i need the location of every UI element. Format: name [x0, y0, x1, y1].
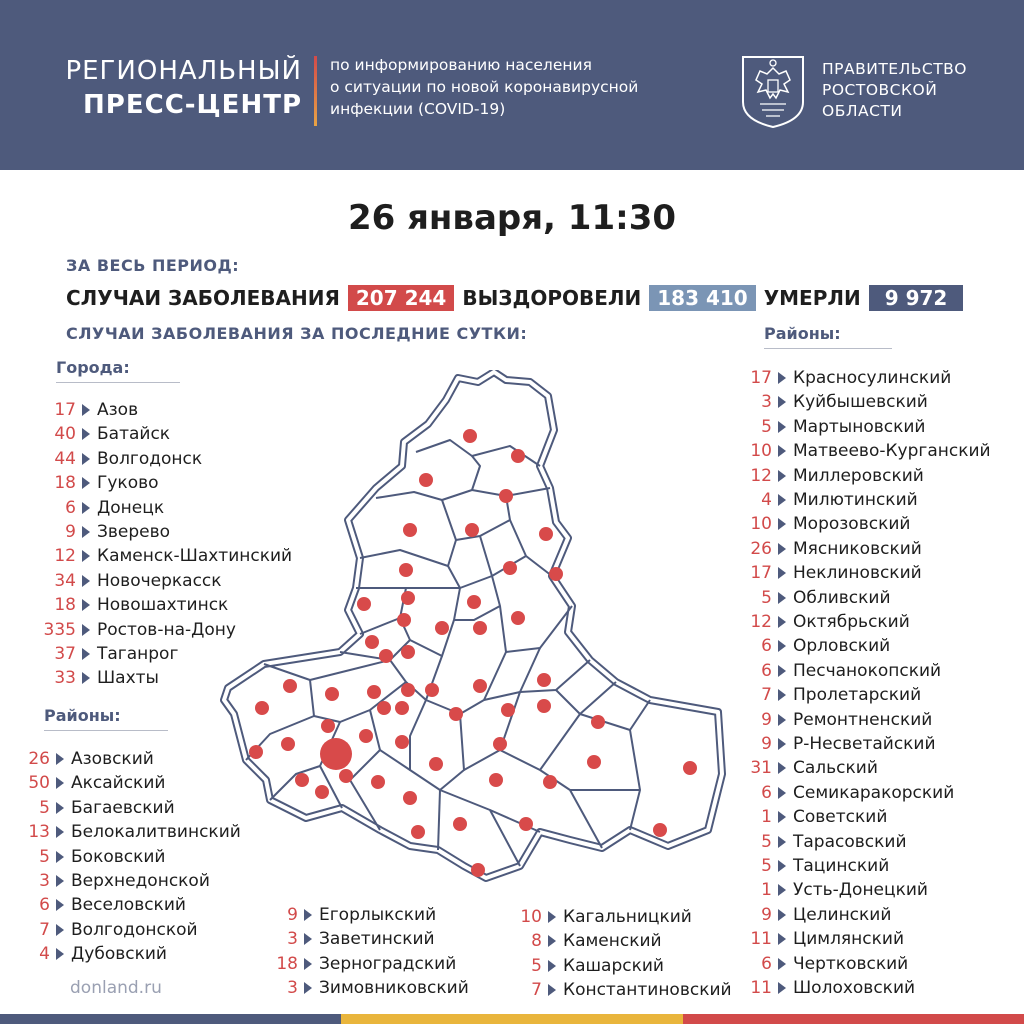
case-count: 34	[54, 570, 76, 591]
arrow-icon	[82, 550, 90, 562]
list-item	[732, 830, 907, 854]
locality-name: Азов	[97, 400, 139, 420]
arrow-icon	[778, 909, 786, 921]
list-item	[732, 781, 954, 805]
list-item	[34, 471, 159, 495]
case-count: 33	[54, 668, 76, 689]
locality-name: Матвеево-Курганский	[793, 441, 991, 462]
arrow-icon	[778, 982, 786, 994]
list-item	[732, 903, 891, 927]
arrow-icon	[548, 911, 556, 923]
locality-name: Егорлыкский	[319, 905, 437, 925]
period-label: ЗА ВЕСЬ ПЕРИОД:	[66, 256, 240, 275]
arrow-icon	[56, 875, 64, 887]
arrow-icon	[778, 494, 786, 506]
region-outline	[224, 372, 722, 878]
list-item	[732, 586, 891, 610]
case-count: 26	[750, 538, 772, 559]
died-label: УМЕРЛИ	[763, 286, 861, 310]
header-subtitle-line2: о ситуации по новой коронавирусной	[330, 78, 639, 96]
list-item	[732, 756, 878, 780]
arrow-icon	[82, 599, 90, 611]
list-item	[732, 683, 921, 707]
arrow-icon	[56, 899, 64, 911]
arrow-icon	[82, 502, 90, 514]
locality-name: Азовский	[71, 749, 154, 769]
case-count: 4	[39, 944, 50, 965]
list-item	[34, 618, 236, 642]
case-count: 18	[54, 595, 76, 616]
case-count: 5	[39, 846, 50, 867]
list-item	[732, 927, 904, 951]
locality-name: Зимовниковский	[319, 978, 469, 999]
arrow-icon	[778, 860, 786, 872]
arrow-icon	[778, 445, 786, 457]
case-count: 44	[54, 448, 76, 469]
arrow-icon	[778, 689, 786, 701]
arrow-icon	[82, 453, 90, 465]
locality-name: Константиновский	[563, 980, 732, 1001]
died-value: 9 972	[869, 285, 964, 311]
list-item	[258, 952, 456, 976]
arrow-icon	[56, 948, 64, 960]
locality-name: Боковский	[71, 846, 166, 867]
list-item	[34, 447, 202, 471]
case-count: 1	[761, 880, 772, 901]
arrow-icon	[778, 811, 786, 823]
arrow-icon	[778, 787, 786, 799]
list-item	[8, 747, 154, 771]
case-count: 40	[54, 424, 76, 445]
totals-bar	[66, 282, 971, 314]
case-count: 9	[287, 905, 298, 925]
case-count: 6	[39, 895, 50, 916]
locality-name: Р-Несветайский	[793, 734, 936, 754]
case-count: 7	[761, 685, 772, 706]
case-count: 17	[750, 563, 772, 584]
locality-name: Чертковский	[793, 953, 909, 974]
list-item	[34, 496, 164, 520]
locality-name: Белокалитвинский	[71, 822, 241, 843]
locality-name: Морозовский	[793, 514, 911, 535]
arrow-icon	[56, 826, 64, 838]
header-subtitle-line3: инфекции (COVID-19)	[330, 100, 506, 118]
arrow-icon	[304, 909, 312, 921]
locality-name: Гуково	[97, 473, 159, 494]
header-subtitle-line1: по информированию населения	[330, 56, 592, 74]
brand-title-line2: ПРЕСС-ЦЕНТР	[83, 90, 302, 120]
arrow-icon	[548, 935, 556, 947]
list-item	[732, 805, 887, 829]
arrow-icon	[778, 567, 786, 579]
brand-divider	[314, 56, 317, 126]
case-count: 5	[761, 831, 772, 852]
locality-name: Целинский	[793, 904, 892, 925]
locality-name: Волгодонск	[97, 448, 203, 469]
case-count: 9	[761, 734, 772, 754]
arrow-icon	[56, 924, 64, 936]
locality-name: Мартыновский	[793, 416, 926, 437]
case-count: 5	[761, 856, 772, 876]
recovered-label: ВЫЗДОРОВЕЛИ	[462, 286, 642, 310]
case-count: 5	[531, 955, 542, 976]
list-item	[8, 869, 210, 893]
arrow-icon	[304, 982, 312, 994]
list-item	[8, 893, 186, 917]
recovered-value: 183 410	[649, 285, 755, 311]
cases-value: 207 244	[348, 285, 454, 311]
case-count: 6	[761, 636, 772, 657]
list-item	[34, 422, 170, 446]
list-item	[732, 659, 941, 683]
cases-label: СЛУЧАИ ЗАБОЛЕВАНИЯ	[66, 286, 340, 310]
locality-name: Веселовский	[71, 895, 186, 916]
list-item	[732, 390, 928, 414]
case-count: 11	[750, 978, 772, 998]
districts-left-title: Районы:	[44, 706, 121, 725]
brand-title-line1: РЕГИОНАЛЬНЫЙ	[65, 56, 302, 86]
case-count: 26	[28, 749, 50, 769]
list-item	[8, 942, 167, 966]
locality-name: Зверево	[97, 522, 171, 542]
locality-name: Милютинский	[793, 490, 918, 510]
locality-name: Верхнедонской	[71, 871, 210, 891]
case-count: 8	[531, 931, 542, 952]
arrow-icon	[82, 672, 90, 684]
case-count: 12	[54, 546, 76, 567]
arrow-icon	[778, 543, 786, 555]
arrow-icon	[56, 851, 64, 863]
districts-left-underline	[44, 730, 168, 731]
arrow-icon	[82, 575, 90, 587]
list-item	[732, 464, 924, 488]
list-item	[732, 976, 915, 1000]
arrow-icon	[778, 396, 786, 408]
case-count: 6	[761, 660, 772, 681]
case-count: 18	[276, 953, 298, 974]
report-date: 26 января, 11:30	[347, 198, 677, 238]
arrow-icon	[778, 640, 786, 652]
arrow-icon	[778, 421, 786, 433]
case-count: 9	[761, 709, 772, 730]
locality-name: Октябрьский	[793, 612, 910, 632]
list-item	[732, 512, 910, 536]
arrow-icon	[56, 753, 64, 765]
arrow-icon	[82, 477, 90, 489]
locality-name: Тарасовский	[793, 831, 907, 852]
list-item	[732, 952, 908, 976]
list-item	[34, 569, 222, 593]
case-count: 11	[750, 929, 772, 950]
case-count: 5	[39, 797, 50, 818]
case-count: 5	[761, 416, 772, 437]
case-count: 12	[750, 465, 772, 486]
list-item	[502, 954, 664, 978]
strip-segment-red	[683, 1014, 1024, 1024]
list-item	[258, 976, 469, 1000]
list-item	[8, 796, 175, 820]
list-item	[732, 732, 936, 756]
locality-name: Ростов-на-Дону	[97, 619, 236, 640]
case-count: 17	[750, 368, 772, 388]
locality-name: Сальский	[793, 758, 878, 779]
locality-name: Заветинский	[319, 929, 435, 950]
header-banner	[0, 0, 1024, 170]
arrow-icon	[778, 616, 786, 628]
arrow-icon	[82, 428, 90, 440]
list-item	[732, 537, 922, 561]
arrow-icon	[778, 884, 786, 896]
case-count: 1	[761, 807, 772, 828]
arrow-icon	[304, 958, 312, 970]
locality-name: Таганрог	[97, 644, 179, 664]
case-count: 7	[39, 919, 50, 940]
locality-name: Советский	[793, 807, 888, 828]
arrow-icon	[548, 960, 556, 972]
locality-name: Неклиновский	[793, 563, 922, 584]
bottom-color-strip	[0, 1014, 1024, 1024]
locality-name: Шахты	[97, 668, 159, 689]
list-item	[34, 666, 159, 690]
locality-name: Каменск-Шахтинский	[97, 546, 293, 567]
case-count: 17	[54, 400, 76, 420]
case-count: 12	[750, 612, 772, 632]
locality-name: Пролетарский	[793, 685, 922, 706]
case-count: 3	[39, 871, 50, 891]
case-count: 13	[28, 822, 50, 843]
arrow-icon	[778, 714, 786, 726]
list-item	[732, 854, 889, 878]
region-map	[210, 370, 740, 910]
case-count: 50	[28, 773, 50, 794]
arrow-icon	[778, 836, 786, 848]
locality-name: Мясниковский	[793, 538, 922, 559]
locality-name: Новочеркасск	[97, 570, 222, 591]
list-item	[34, 642, 178, 666]
locality-name: Новошахтинск	[97, 595, 229, 616]
arrow-icon	[778, 665, 786, 677]
arrow-icon	[778, 470, 786, 482]
districts-right-title: Районы:	[764, 324, 841, 343]
arrow-icon	[82, 404, 90, 416]
case-count: 6	[761, 782, 772, 803]
arrow-icon	[778, 762, 786, 774]
cities-title-underline	[56, 382, 180, 383]
strip-segment-yellow	[341, 1014, 682, 1024]
locality-name: Зерноградский	[319, 953, 457, 974]
arrow-icon	[778, 933, 786, 945]
arrow-icon	[304, 933, 312, 945]
case-count: 10	[520, 907, 542, 927]
arrow-icon	[56, 777, 64, 789]
case-count: 6	[65, 497, 76, 518]
locality-name: Красносулинский	[793, 368, 952, 388]
case-count: 3	[287, 929, 298, 950]
list-item	[8, 820, 241, 844]
case-count: 31	[750, 758, 772, 779]
districts-right-underline	[764, 348, 892, 349]
locality-name: Волгодонской	[71, 919, 198, 940]
locality-name: Цимлянский	[793, 929, 904, 950]
list-item	[34, 593, 228, 617]
list-item	[732, 634, 890, 658]
case-count: 10	[750, 441, 772, 462]
case-count: 5	[761, 587, 772, 608]
locality-name: Ремонтненский	[793, 709, 933, 730]
list-item	[8, 771, 165, 795]
case-count: 9	[65, 522, 76, 542]
arrow-icon	[82, 624, 90, 636]
arrow-icon	[778, 738, 786, 750]
arrow-icon	[778, 592, 786, 604]
locality-name: Каменский	[563, 931, 662, 952]
list-item	[732, 366, 951, 390]
arrow-icon	[778, 518, 786, 530]
case-count: 3	[761, 392, 772, 413]
locality-name: Кашарский	[563, 955, 664, 976]
arrow-icon	[82, 648, 90, 660]
locality-name: Тацинский	[793, 856, 890, 876]
list-item	[732, 561, 922, 585]
region-outline-inner	[224, 372, 722, 878]
locality-name: Миллеровский	[793, 465, 924, 486]
case-count: 4	[761, 490, 772, 510]
footer-url: donland.ru	[70, 978, 162, 998]
strip-segment-blue	[0, 1014, 341, 1024]
arrow-icon	[778, 372, 786, 384]
arrow-icon	[548, 984, 556, 996]
locality-name: Усть-Донецкий	[793, 880, 928, 901]
list-item	[8, 845, 165, 869]
locality-name: Орловский	[793, 636, 891, 657]
coat-of-arms-icon	[740, 54, 806, 130]
daily-label: СЛУЧАИ ЗАБОЛЕВАНИЯ ЗА ПОСЛЕДНИЕ СУТКИ:	[66, 324, 528, 343]
locality-name: Батайск	[97, 424, 171, 445]
list-item	[258, 927, 435, 951]
locality-name: Обливский	[793, 587, 891, 608]
list-item	[34, 398, 138, 422]
arrow-icon	[778, 958, 786, 970]
list-item	[732, 415, 925, 439]
arrow-icon	[56, 802, 64, 814]
case-count: 37	[54, 644, 76, 664]
list-item	[732, 708, 932, 732]
list-item	[732, 610, 910, 634]
case-count: 3	[287, 978, 298, 999]
gov-title-line2: РОСТОВСКОЙ	[822, 81, 938, 99]
gov-title-line3: ОБЛАСТИ	[822, 102, 903, 120]
case-count: 18	[54, 473, 76, 494]
locality-name: Шолоховский	[793, 978, 916, 998]
list-item	[732, 439, 991, 463]
list-item	[732, 878, 928, 902]
locality-name: Багаевский	[71, 797, 175, 818]
locality-name: Дубовский	[71, 944, 167, 965]
gov-title-line1: ПРАВИТЕЛЬСТВО	[822, 60, 968, 78]
list-item	[732, 488, 918, 512]
locality-name: Семикаракорский	[793, 782, 955, 803]
locality-name: Кагальницкий	[563, 907, 692, 927]
list-item	[8, 918, 198, 942]
locality-name: Аксайский	[71, 773, 166, 794]
locality-name: Куйбышевский	[793, 392, 928, 413]
locality-name: Донецк	[97, 497, 165, 518]
arrow-icon	[82, 526, 90, 538]
locality-name: Песчанокопский	[793, 660, 942, 681]
list-item	[34, 520, 170, 544]
list-item	[502, 978, 732, 1002]
case-count: 7	[531, 980, 542, 1001]
case-count: 335	[43, 619, 76, 640]
case-count: 9	[761, 904, 772, 925]
case-count: 6	[761, 953, 772, 974]
case-count: 10	[750, 514, 772, 535]
list-item	[502, 929, 662, 953]
cities-title: Города:	[56, 358, 130, 377]
